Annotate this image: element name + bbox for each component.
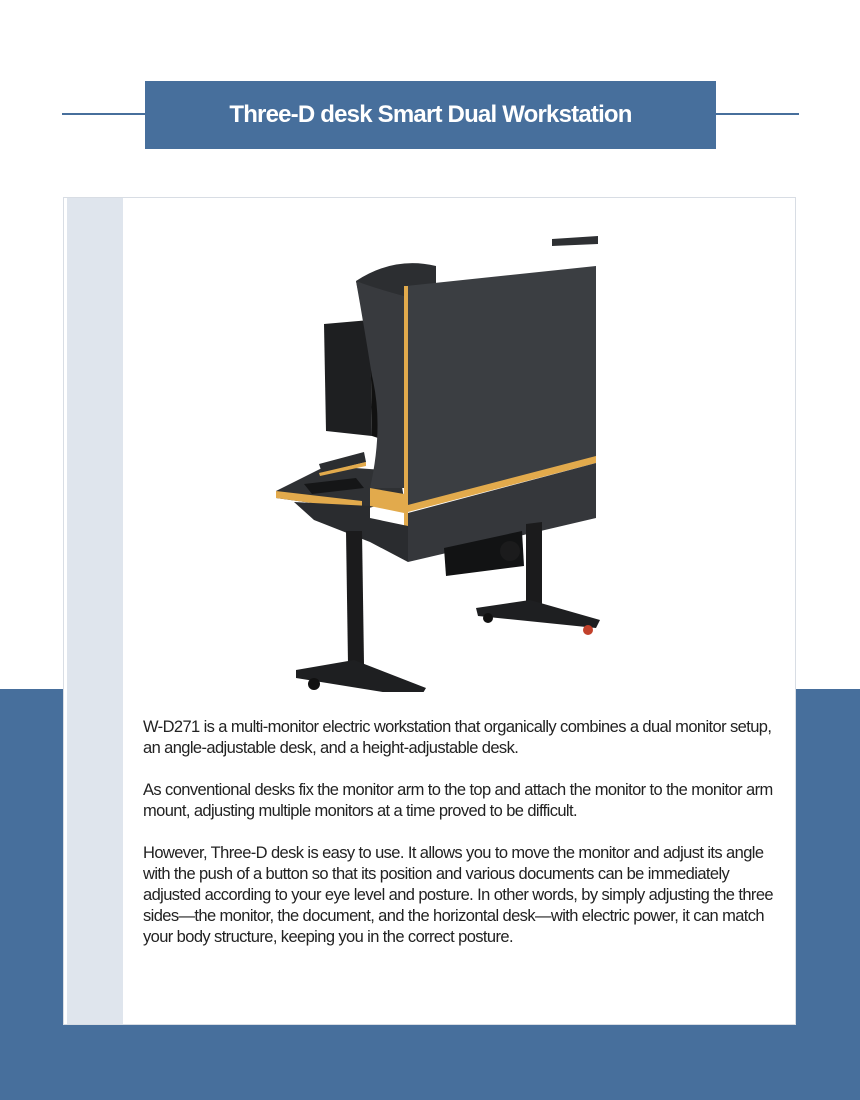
page-title-banner [145, 81, 716, 149]
description-paragraph: As conventional desks fix the monitor arm to the top and attach the monitor to the monitor arm mount, adjusting multiple monitors at a time proved to be difficult. [143, 781, 773, 820]
product-image [274, 226, 614, 692]
title-rule-right [715, 113, 799, 115]
description-text [143, 717, 783, 969]
title-rule-left [62, 113, 146, 115]
description-paragraph: W-D271 is a multi-monitor electric workstation that organically combines a dual monitor setup, an angle-adjustable desk, and a height-adjustable desk. [143, 718, 772, 757]
description-paragraph: However, Three-D desk is easy to use. It allows you to move the monitor and adjust its angle with the push of a button so that its position and various documents can be immediately adjusted according to your eye level and posture. In other words, by simply adjusting the three sides—the monitor, the document, and the horizontal desk—with electric power, it can match your body structure, keeping you in the correct posture. [143, 844, 773, 946]
card-side-stripe [67, 198, 123, 1024]
content-card [63, 197, 796, 1025]
page-title: Three-D desk Smart Dual Workstation [229, 101, 632, 128]
